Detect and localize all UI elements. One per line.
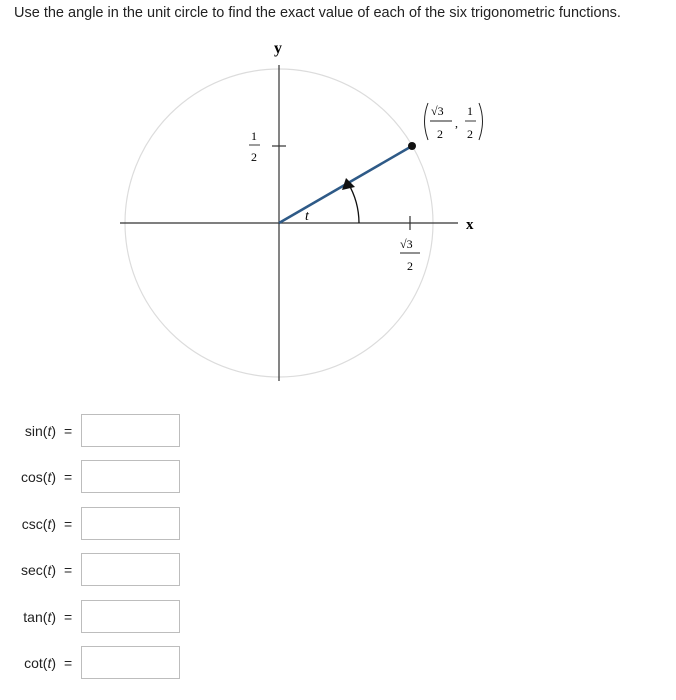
equals-sign: = — [64, 423, 73, 439]
equals-sign: = — [64, 562, 73, 578]
sec-answer-input[interactable] — [81, 553, 180, 586]
csc-row — [0, 507, 200, 543]
sin-answer-input[interactable] — [81, 414, 180, 447]
terminal-point — [408, 142, 416, 150]
angle-label: t — [305, 209, 309, 224]
cos-label: cos(t) — [20, 469, 56, 485]
svg-text:1: 1 — [467, 104, 473, 118]
angle-arc — [348, 183, 359, 223]
sin-label: sin(t) — [24, 423, 56, 439]
equals-sign: = — [64, 609, 73, 625]
problem-prompt: Use the angle in the unit circle to find the exact value of each of the six trigonometric functions. — [14, 5, 621, 21]
tan-row — [0, 600, 200, 636]
x-axis-label: x — [466, 217, 474, 233]
csc-label: csc(t) — [21, 516, 56, 532]
cot-label: cot(t) — [24, 655, 56, 671]
point-coordinate-label — [425, 103, 483, 141]
svg-text:2: 2 — [251, 150, 257, 164]
y-tick-label — [249, 129, 260, 164]
svg-text:√3: √3 — [400, 237, 413, 251]
svg-text:2: 2 — [437, 127, 443, 141]
y-axis-label: y — [274, 40, 282, 57]
cot-answer-input[interactable] — [81, 646, 180, 679]
sec-row — [0, 553, 200, 589]
tan-label: tan(t) — [23, 609, 56, 625]
equals-sign: = — [64, 469, 73, 485]
cot-row — [0, 646, 200, 682]
svg-text:1: 1 — [251, 129, 257, 143]
svg-text:√3: √3 — [431, 104, 444, 118]
equals-sign: = — [64, 516, 73, 532]
csc-answer-input[interactable] — [81, 507, 180, 540]
equals-sign: = — [64, 655, 73, 671]
svg-text:2: 2 — [407, 259, 413, 273]
cos-answer-input[interactable] — [81, 460, 180, 493]
sec-label: sec(t) — [20, 562, 56, 578]
x-tick-label — [400, 237, 420, 273]
svg-text:,: , — [455, 116, 458, 130]
sin-row — [0, 414, 200, 450]
cos-row — [0, 460, 200, 496]
tan-answer-input[interactable] — [81, 600, 180, 633]
svg-text:2: 2 — [467, 127, 473, 141]
